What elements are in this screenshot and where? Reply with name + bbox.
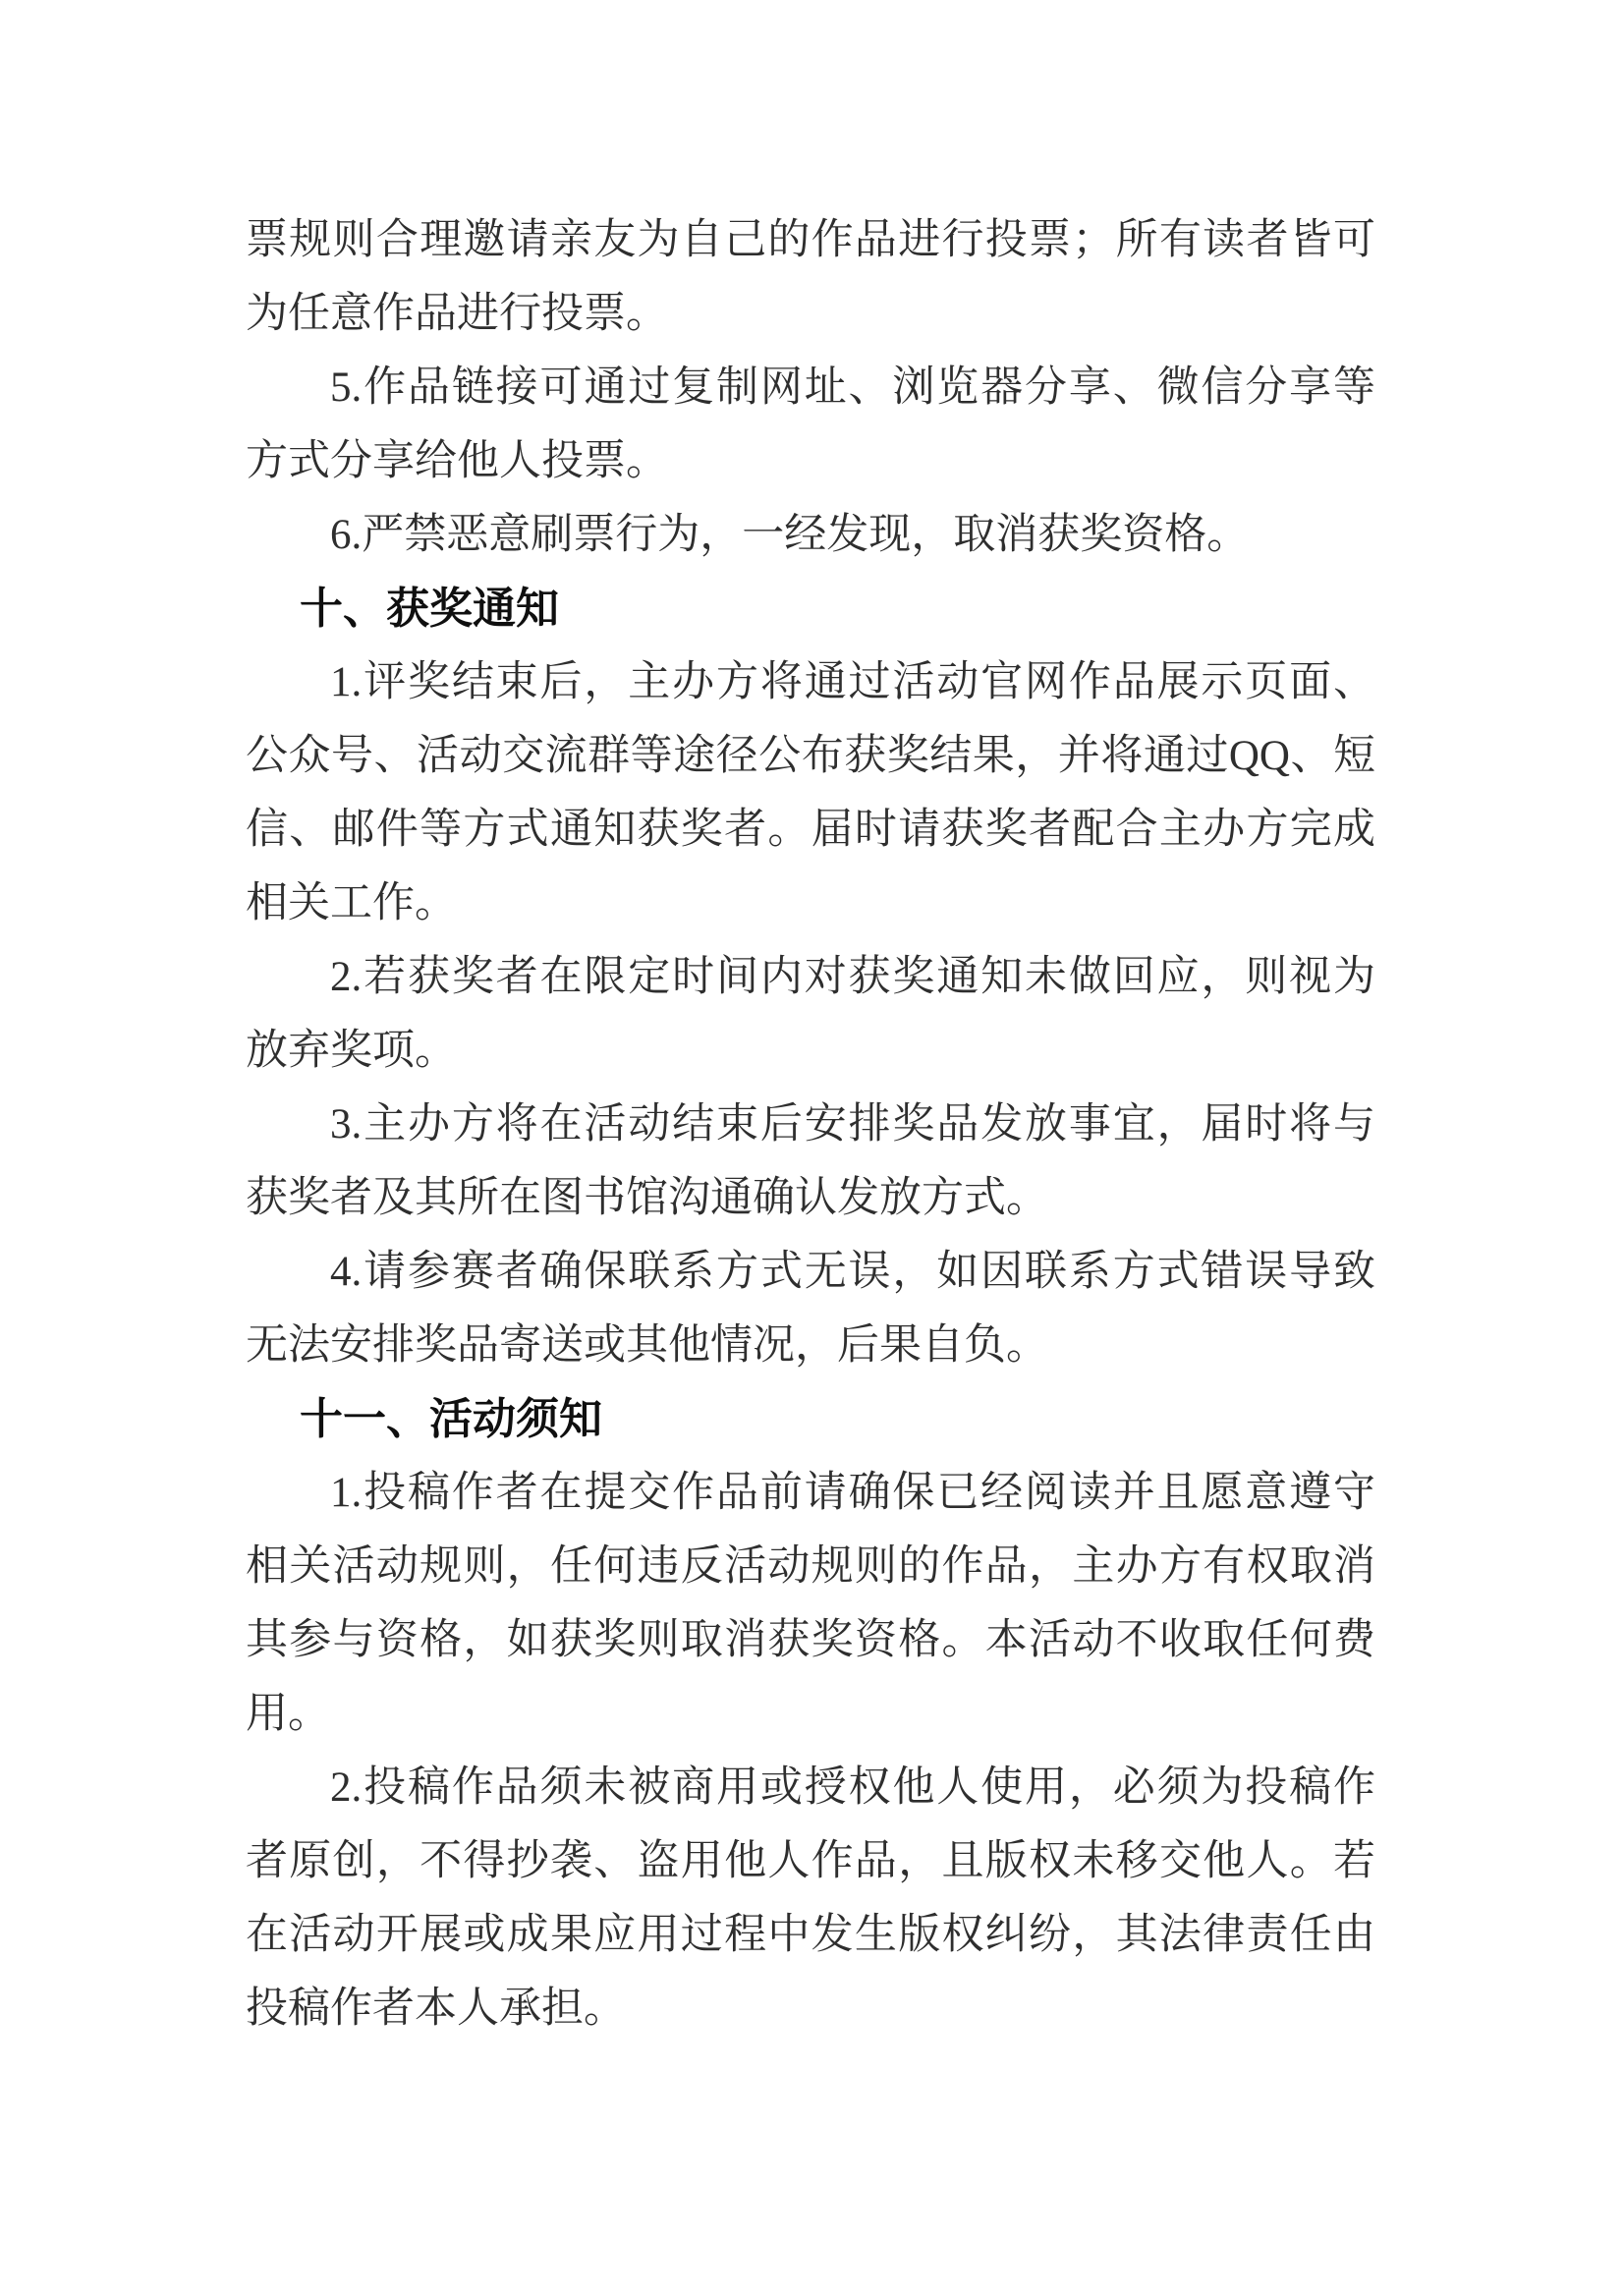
body-paragraph: 2.若获奖者在限定时间内对获奖通知未做回应，则视为放弃奖项。 [246,954,1375,1074]
body-paragraph: 1.评奖结束后，主办方将通过活动官网作品展示页面、公众号、活动交流群等途径公布获奖结果，并将通过QQ、短信、邮件等方式通知获奖者。届时请获奖者配合主办方完成相关工作。 [246,659,1375,926]
section-heading: 十一、活动须知 [300,1395,602,1443]
body-paragraph: 3.主办方将在活动结束后安排奖品发放事宜，届时将与获奖者及其所在图书馆沟通确认发放方式。 [246,1101,1375,1221]
body-paragraph: 1.投稿作者在提交作品前请确保已经阅读并且愿意遵守相关活动规则，任何违反活动规则的作品，主办方有权取消其参与资格，如获奖则取消获奖资格。本活动不收取任何费用。 [246,1470,1375,1737]
document-body [246,203,1375,2045]
body-paragraph: 票规则合理邀请亲友为自己的作品进行投票；所有读者皆可为任意作品进行投票。 [246,217,1375,337]
body-paragraph: 6.严禁恶意刷票行为，一经发现，取消获奖资格。 [330,512,1250,558]
section-heading: 十、获奖通知 [300,585,559,633]
body-paragraph: 5.作品链接可通过复制网址、浏览器分享、微信分享等方式分享给他人投票。 [246,364,1375,484]
body-paragraph: 4.请参赛者确保联系方式无误，如因联系方式错误导致无法安排奖品寄送或其他情况，后果自负。 [246,1249,1375,1369]
body-paragraph: 2.投稿作品须未被商用或授权他人使用，必须为投稿作者原创，不得抄袭、盗用他人作品，且版权未移交他人。若在活动开展或成果应用过程中发生版权纠纷，其法律责任由投稿作者本人承担。 [246,1764,1375,2032]
